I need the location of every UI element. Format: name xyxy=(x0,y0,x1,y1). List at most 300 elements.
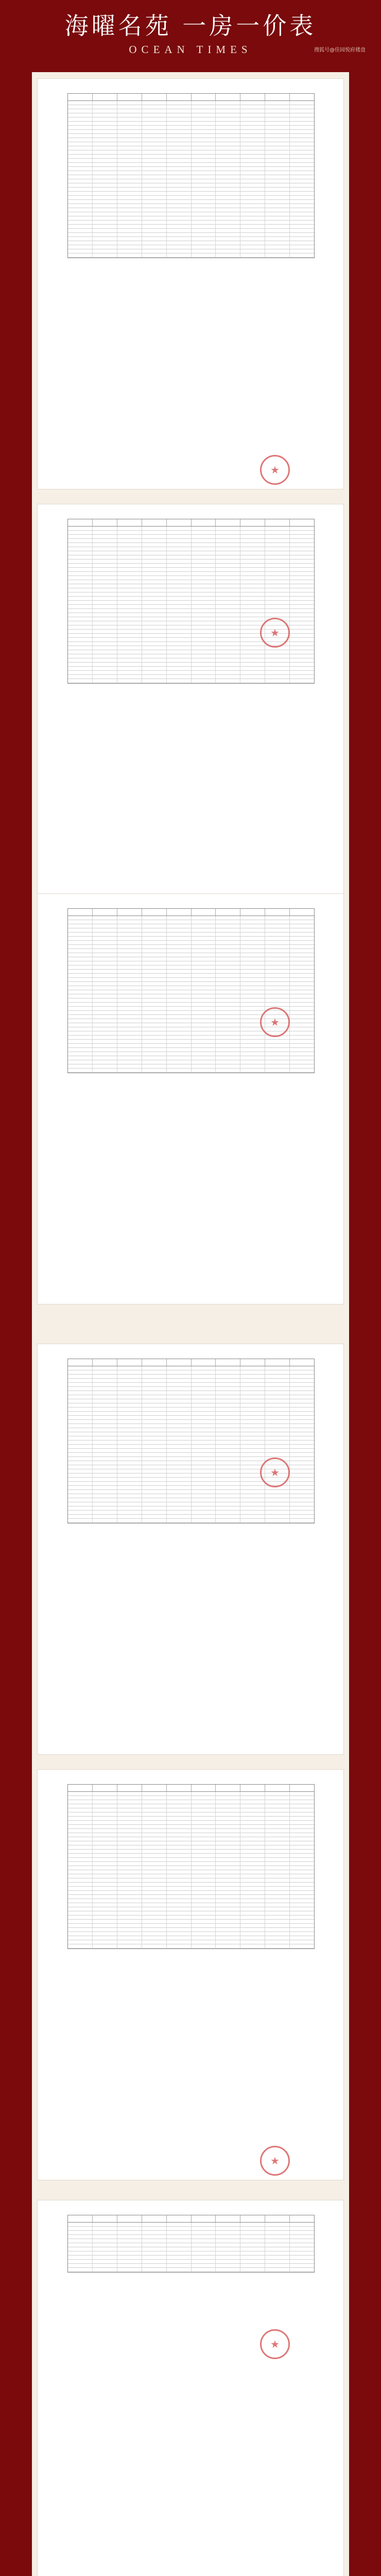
table-cell xyxy=(216,1792,240,1795)
table-cell xyxy=(240,1436,265,1440)
table-cell xyxy=(93,650,117,654)
table-row xyxy=(68,1048,314,1052)
table-row xyxy=(68,216,314,221)
table-cell xyxy=(240,1932,265,1936)
table-cell xyxy=(93,527,117,530)
table-cell xyxy=(117,1907,142,1911)
table-cell xyxy=(192,617,216,621)
table-cell xyxy=(265,527,290,530)
table-cell xyxy=(265,225,290,228)
table-cell xyxy=(240,920,265,924)
table-cell xyxy=(68,982,93,986)
table-cell xyxy=(265,576,290,580)
table-row xyxy=(68,212,314,216)
table-cell xyxy=(142,1866,167,1870)
table-row xyxy=(68,1796,314,1800)
table-cell xyxy=(68,1003,93,1006)
table-cell xyxy=(240,1044,265,1047)
table-cell xyxy=(167,671,192,674)
table-cell xyxy=(216,663,240,666)
table-cell xyxy=(265,155,290,158)
table-cell xyxy=(117,2223,142,2226)
table-cell xyxy=(167,150,192,154)
table-cell xyxy=(68,150,93,154)
table-cell xyxy=(167,237,192,241)
table-cell xyxy=(216,945,240,948)
table-cell xyxy=(192,1792,216,1795)
table-cell xyxy=(216,625,240,629)
table-cell xyxy=(68,527,93,530)
table-cell xyxy=(265,588,290,592)
table-cell xyxy=(167,113,192,117)
table-cell xyxy=(290,1486,314,1489)
table-cell xyxy=(240,1812,265,1816)
table-cell xyxy=(192,171,216,175)
table-cell xyxy=(216,241,240,245)
table-cell xyxy=(192,1015,216,1019)
table-cell xyxy=(290,584,314,588)
table-cell xyxy=(265,1515,290,1518)
table-cell xyxy=(117,1858,142,1861)
table-cell xyxy=(167,1015,192,1019)
table-header-cell xyxy=(68,1785,93,1791)
table-cell xyxy=(192,551,216,555)
table-cell xyxy=(265,1800,290,1804)
table-cell xyxy=(117,1428,142,1432)
table-header-cell xyxy=(68,94,93,100)
table-cell xyxy=(117,1007,142,1010)
table-cell xyxy=(240,572,265,575)
table-cell xyxy=(117,105,142,109)
table-cell xyxy=(68,551,93,555)
table-cell xyxy=(265,183,290,187)
table-cell xyxy=(265,146,290,150)
table-cell xyxy=(290,1821,314,1824)
table-row xyxy=(68,249,314,253)
table-cell xyxy=(167,2251,192,2255)
table-cell xyxy=(240,1858,265,1861)
table-cell xyxy=(93,634,117,637)
table-cell xyxy=(167,584,192,588)
table-row xyxy=(68,1428,314,1432)
table-cell xyxy=(93,155,117,158)
table-cell xyxy=(240,998,265,1002)
table-cell xyxy=(216,1069,240,1072)
table-cell xyxy=(117,150,142,154)
table-cell xyxy=(290,1808,314,1812)
table-cell xyxy=(265,1003,290,1006)
table-cell xyxy=(68,216,93,220)
table-cell xyxy=(192,1494,216,1498)
table-cell xyxy=(117,2264,142,2267)
table-cell xyxy=(265,2235,290,2239)
table-cell xyxy=(240,646,265,650)
table-cell xyxy=(93,167,117,171)
table-cell xyxy=(117,1837,142,1841)
table-header-cell xyxy=(167,2215,192,2222)
table-cell xyxy=(290,1850,314,1853)
table-cell xyxy=(117,597,142,600)
table-cell xyxy=(68,1519,93,1522)
table-header-cell xyxy=(68,909,93,916)
table-cell xyxy=(192,241,216,245)
table-row xyxy=(68,138,314,142)
table-cell xyxy=(93,2235,117,2239)
table-cell xyxy=(265,1428,290,1432)
table-row xyxy=(68,1944,314,1948)
table-cell xyxy=(240,1486,265,1489)
table-cell xyxy=(117,130,142,133)
table-cell xyxy=(216,576,240,580)
table-cell xyxy=(142,535,167,538)
table-cell xyxy=(68,576,93,580)
table-cell xyxy=(216,101,240,105)
table-row xyxy=(68,675,314,679)
table-cell xyxy=(93,1412,117,1415)
table-row xyxy=(68,1391,314,1395)
table-cell xyxy=(192,1440,216,1444)
table-cell xyxy=(265,204,290,208)
table-cell xyxy=(142,1416,167,1419)
table-cell xyxy=(290,654,314,658)
table-cell xyxy=(240,1502,265,1506)
table-cell xyxy=(290,1895,314,1899)
table-row xyxy=(68,1003,314,1007)
table-cell xyxy=(167,642,192,646)
table-cell xyxy=(265,1379,290,1382)
table-cell xyxy=(93,1399,117,1403)
table-cell xyxy=(68,208,93,212)
table-cell xyxy=(167,970,192,973)
table-cell xyxy=(68,1383,93,1386)
table-cell xyxy=(167,233,192,236)
table-cell xyxy=(240,601,265,604)
table-cell xyxy=(216,1920,240,1923)
table-cell xyxy=(265,1944,290,1948)
table-cell xyxy=(117,2256,142,2259)
table-cell xyxy=(265,2247,290,2251)
table-cell xyxy=(117,1432,142,1436)
table-cell xyxy=(167,654,192,658)
table-cell xyxy=(68,101,93,105)
table-cell xyxy=(265,2268,290,2272)
table-cell xyxy=(68,1052,93,1056)
price-sheet-card xyxy=(37,78,344,489)
table-cell xyxy=(240,1482,265,1485)
table-cell xyxy=(216,1899,240,1903)
price-sheet-card xyxy=(37,893,344,1304)
table-cell xyxy=(142,2243,167,2247)
table-cell xyxy=(142,654,167,658)
table-cell xyxy=(142,994,167,998)
table-cell xyxy=(265,1866,290,1870)
table-cell xyxy=(68,253,93,257)
table-cell xyxy=(167,531,192,534)
table-cell xyxy=(290,630,314,633)
table-cell xyxy=(216,212,240,216)
table-cell xyxy=(290,605,314,608)
table-cell xyxy=(117,990,142,994)
table-cell xyxy=(192,671,216,674)
table-cell xyxy=(290,1056,314,1060)
table-cell xyxy=(68,1015,93,1019)
table-cell xyxy=(93,134,117,138)
table-cell xyxy=(93,1387,117,1391)
table-cell xyxy=(192,1432,216,1436)
table-cell xyxy=(192,245,216,249)
table-cell xyxy=(93,547,117,551)
table-cell xyxy=(142,998,167,1002)
table-row xyxy=(68,1940,314,1944)
table-cell xyxy=(240,1048,265,1052)
table-cell xyxy=(192,237,216,241)
table-cell xyxy=(240,142,265,146)
table-cell xyxy=(117,1845,142,1849)
table-cell xyxy=(68,630,93,633)
table-cell xyxy=(93,1044,117,1047)
table-cell xyxy=(216,1796,240,1800)
table-cell xyxy=(68,1064,93,1068)
table-cell xyxy=(265,1060,290,1064)
table-cell xyxy=(93,1486,117,1489)
table-cell xyxy=(216,1940,240,1944)
table-cell xyxy=(142,1019,167,1023)
table-cell xyxy=(192,592,216,596)
table-cell xyxy=(142,1436,167,1440)
table-cell xyxy=(265,535,290,538)
table-cell xyxy=(290,1920,314,1923)
table-cell xyxy=(240,1069,265,1072)
table-cell xyxy=(93,233,117,236)
table-cell xyxy=(290,1011,314,1014)
table-cell xyxy=(216,592,240,596)
table-cell xyxy=(142,105,167,109)
official-seal-stamp xyxy=(260,2329,290,2359)
table-row xyxy=(68,1412,314,1416)
table-cell xyxy=(117,1027,142,1031)
table-cell xyxy=(167,212,192,216)
table-cell xyxy=(216,163,240,166)
table-row xyxy=(68,2231,314,2235)
table-cell xyxy=(240,2243,265,2247)
table-cell xyxy=(93,1490,117,1494)
table-cell xyxy=(265,978,290,981)
table-cell xyxy=(192,1903,216,1907)
table-cell xyxy=(117,1911,142,1915)
table-cell xyxy=(240,146,265,150)
table-row xyxy=(68,1445,314,1449)
table-cell xyxy=(240,937,265,940)
table-cell xyxy=(93,196,117,199)
table-cell xyxy=(142,200,167,204)
table-row xyxy=(68,1490,314,1494)
table-row xyxy=(68,130,314,134)
table-cell xyxy=(192,1011,216,1014)
table-cell xyxy=(216,1449,240,1452)
table-row xyxy=(68,233,314,237)
table-cell xyxy=(142,159,167,162)
table-cell xyxy=(142,658,167,662)
table-cell xyxy=(142,1011,167,1014)
table-cell xyxy=(192,105,216,109)
table-cell xyxy=(290,642,314,646)
table-header-cell xyxy=(167,1359,192,1366)
table-header-cell xyxy=(240,1359,265,1366)
table-cell xyxy=(192,539,216,543)
table-cell xyxy=(290,1436,314,1440)
table-cell xyxy=(290,1031,314,1035)
table-row xyxy=(68,183,314,188)
table-cell xyxy=(142,1056,167,1060)
table-cell xyxy=(240,134,265,138)
table-cell xyxy=(290,1899,314,1903)
table-cell xyxy=(240,101,265,105)
table-cell xyxy=(167,134,192,138)
table-cell xyxy=(117,2260,142,2263)
table-cell xyxy=(167,1375,192,1378)
table-cell xyxy=(117,2243,142,2247)
table-cell xyxy=(68,175,93,179)
table-cell xyxy=(68,2256,93,2259)
table-cell xyxy=(290,1069,314,1072)
table-cell xyxy=(240,650,265,654)
table-cell xyxy=(93,642,117,646)
table-cell xyxy=(216,229,240,232)
table-cell xyxy=(240,924,265,928)
table-cell xyxy=(93,212,117,216)
table-cell xyxy=(117,982,142,986)
table-cell xyxy=(192,928,216,932)
table-cell xyxy=(142,1850,167,1853)
table-cell xyxy=(167,965,192,969)
table-row xyxy=(68,576,314,580)
table-cell xyxy=(93,1924,117,1927)
table-cell xyxy=(216,527,240,530)
table-cell xyxy=(142,229,167,232)
table-cell xyxy=(93,961,117,965)
table-cell xyxy=(265,1412,290,1415)
table-cell xyxy=(216,1494,240,1498)
table-row xyxy=(68,1866,314,1870)
table-row xyxy=(68,560,314,564)
table-header-cell xyxy=(216,1359,240,1366)
table-cell xyxy=(167,163,192,166)
table-cell xyxy=(93,1804,117,1808)
table-cell xyxy=(68,1829,93,1833)
table-cell xyxy=(93,1436,117,1440)
table-cell xyxy=(117,601,142,604)
table-header-cell xyxy=(240,1785,265,1791)
table-cell xyxy=(240,1511,265,1514)
table-cell xyxy=(290,122,314,125)
table-cell xyxy=(240,1040,265,1043)
table-cell xyxy=(142,650,167,654)
table-cell xyxy=(265,605,290,608)
table-cell xyxy=(192,957,216,961)
table-cell xyxy=(167,2247,192,2251)
table-cell xyxy=(68,237,93,241)
table-cell xyxy=(240,2256,265,2259)
table-cell xyxy=(265,1383,290,1386)
table-row xyxy=(68,572,314,576)
table-cell xyxy=(216,245,240,249)
table-cell xyxy=(290,621,314,625)
table-cell xyxy=(117,1883,142,1886)
table-row xyxy=(68,941,314,945)
table-cell xyxy=(93,1011,117,1014)
table-cell xyxy=(167,221,192,224)
table-cell xyxy=(240,539,265,543)
table-row xyxy=(68,1440,314,1445)
table-cell xyxy=(192,117,216,121)
table-cell xyxy=(192,961,216,965)
table-row xyxy=(68,134,314,138)
table-cell xyxy=(167,1796,192,1800)
table-cell xyxy=(192,1375,216,1378)
table-cell xyxy=(142,249,167,253)
table-cell xyxy=(240,126,265,129)
table-cell xyxy=(167,957,192,961)
table-cell xyxy=(192,547,216,551)
table-cell xyxy=(142,1502,167,1506)
table-cell xyxy=(117,159,142,162)
table-cell xyxy=(192,1519,216,1522)
table-row xyxy=(68,1899,314,1903)
table-cell xyxy=(68,531,93,534)
official-seal-stamp xyxy=(260,1458,290,1487)
table-cell xyxy=(142,1370,167,1374)
table-row xyxy=(68,1387,314,1391)
table-cell xyxy=(117,1379,142,1382)
table-cell xyxy=(93,171,117,175)
table-row xyxy=(68,1498,314,1502)
table-cell xyxy=(216,126,240,129)
table-cell xyxy=(142,1391,167,1395)
table-cell xyxy=(192,564,216,567)
table-cell xyxy=(216,1862,240,1866)
table-row xyxy=(68,1494,314,1498)
table-cell xyxy=(142,634,167,637)
table-cell xyxy=(167,592,192,596)
table-cell xyxy=(142,2251,167,2255)
table-cell xyxy=(68,188,93,191)
table-cell xyxy=(240,663,265,666)
table-cell xyxy=(142,138,167,142)
table-cell xyxy=(142,1428,167,1432)
table-cell xyxy=(290,560,314,563)
table-cell xyxy=(142,679,167,683)
table-row xyxy=(68,605,314,609)
table-cell xyxy=(93,1379,117,1382)
table-header-cell xyxy=(93,519,117,526)
table-cell xyxy=(93,613,117,617)
table-cell xyxy=(117,1003,142,1006)
table-cell xyxy=(93,113,117,117)
table-cell xyxy=(93,200,117,204)
table-cell xyxy=(142,216,167,220)
table-cell xyxy=(167,924,192,928)
table-cell xyxy=(93,1812,117,1816)
table-cell xyxy=(240,941,265,944)
table-cell xyxy=(240,1866,265,1870)
table-cell xyxy=(216,225,240,228)
table-cell xyxy=(265,1821,290,1824)
table-cell xyxy=(216,1866,240,1870)
table-cell xyxy=(142,1804,167,1808)
table-cell xyxy=(142,179,167,183)
table-cell xyxy=(68,155,93,158)
table-cell xyxy=(192,916,216,920)
